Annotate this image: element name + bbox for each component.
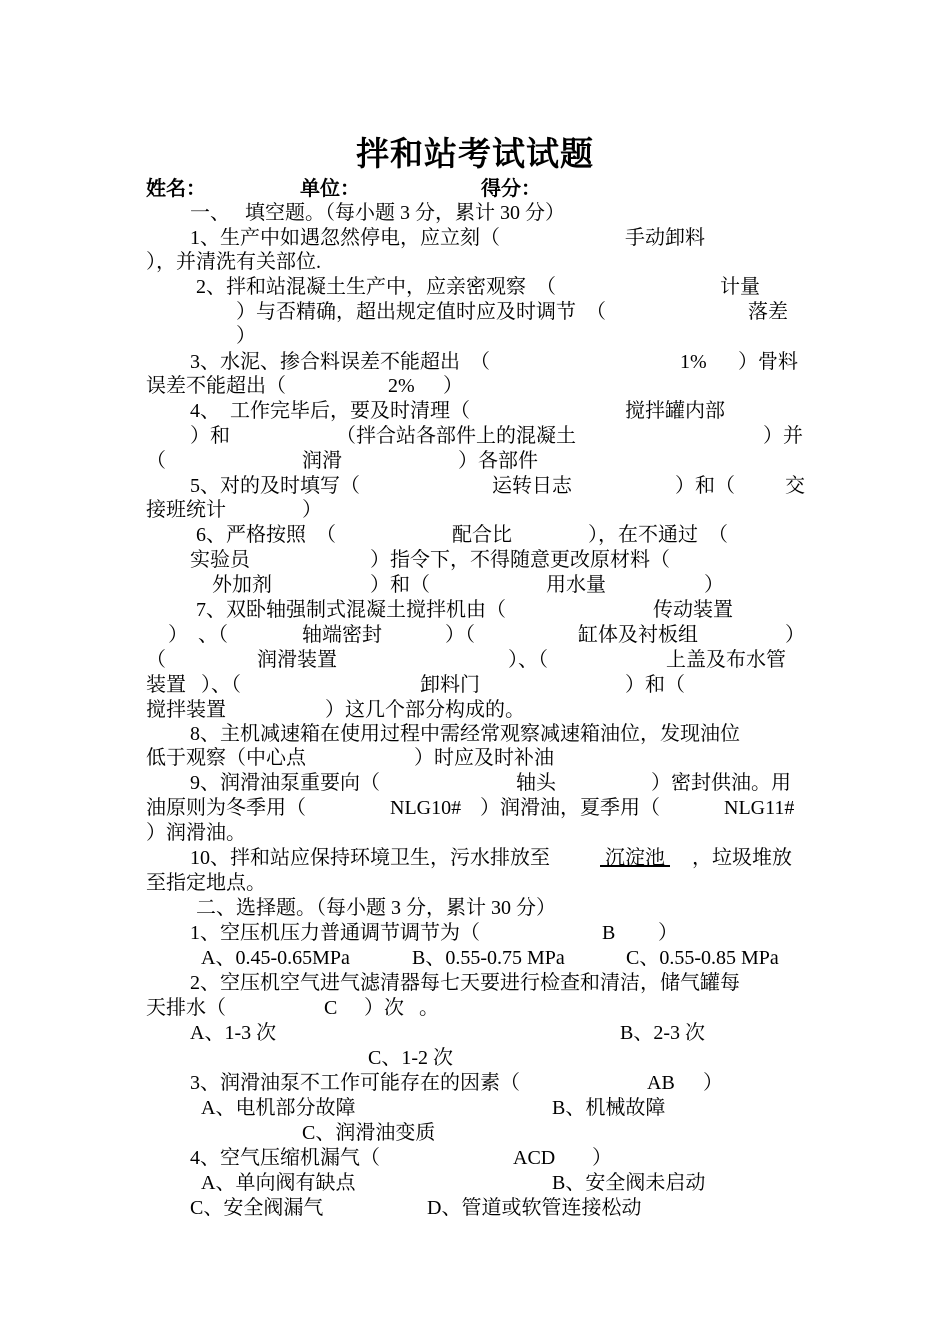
q5-text-c: ）	[302, 499, 322, 521]
q9-text-b: ）密封供油。用	[651, 772, 791, 794]
q4-text-f: ）各部件	[458, 450, 538, 472]
q6-text-e: ）	[704, 574, 724, 596]
s2-q1-answer: B	[602, 922, 616, 944]
q2-text: 2、拌和站混凝土生产中，应亲密观察 （	[196, 276, 556, 298]
q7-text: 7、双卧轴强制式混凝土搅拌机由（	[196, 599, 506, 621]
s2-q3-option-b: B、机械故障	[552, 1097, 666, 1119]
section2-heading: 二、选择题。（每小题 3 分，累计 30 分）	[196, 897, 556, 919]
q4-text: 4、 工作完毕后，要及时清理（	[190, 400, 470, 422]
q7-answer-7: 搅拌装置	[146, 699, 226, 721]
q7-text-i: ）这几个部分构成的。	[325, 699, 525, 721]
s2-q1-option-b: B、0.55-0.75 MPa	[412, 947, 565, 969]
s2-q4-option-a: A、单向阀有缺点	[201, 1172, 356, 1194]
q10-text: 10、拌和站应保持环境卫生，污水排放至	[190, 847, 550, 869]
s2-q4-end: ）	[592, 1147, 612, 1169]
s2-q1-end: ）	[658, 922, 678, 944]
unit-label: 单位：	[300, 178, 360, 200]
q4-text-d: ）并	[763, 425, 803, 447]
s2-q1-text: 1、空压机压力普通调节调节为（	[190, 922, 480, 944]
s2-q4-text: 4、空气压缩机漏气（	[190, 1147, 380, 1169]
q3-answer-2: 2%	[388, 375, 415, 397]
s2-q3-answer: AB	[647, 1072, 675, 1094]
q5-answer-2a: 交	[785, 475, 805, 497]
section1-heading: 一、 填空题。（每小题 3 分，累计 30 分）	[190, 202, 565, 224]
q4-text-e: （	[146, 450, 166, 472]
q7-answer-4: 润滑装置	[257, 649, 337, 671]
q7-text-b: ） 、（	[168, 624, 228, 646]
q5-text-b: ）和（	[675, 475, 735, 497]
q9-text-c: 油原则为冬季用（	[146, 797, 306, 819]
q2-text-end: ）	[236, 325, 256, 347]
q7-text-h: ）和（	[625, 674, 685, 696]
q6-answer-3: 外加剂	[212, 574, 272, 596]
q7-answer-6: 卸料门	[420, 674, 480, 696]
s2-q4-option-b: B、安全阀未启动	[552, 1172, 706, 1194]
q9-text: 9、润滑油泵重要向（	[190, 772, 380, 794]
q1-text-cont: ），并清洗有关部位.	[146, 251, 321, 273]
q7-answer-5b: 装置	[146, 674, 186, 696]
q4-answer-1: 搅拌罐内部	[625, 400, 725, 422]
s2-q2-text-c: ）次 。	[364, 997, 439, 1019]
q7-text-e: （	[146, 649, 166, 671]
q5-text: 5、对的及时填写（	[190, 475, 360, 497]
q4-text-c: （拌合站各部件上的混凝土	[336, 425, 576, 447]
q3-text-d: ）	[443, 375, 463, 397]
s2-q3-text: 3、润滑油泵不工作可能存在的因素（	[190, 1072, 520, 1094]
s2-q2-text: 2、空压机空气进气滤清器每七天要进行检查和清洁，储气罐每	[190, 972, 740, 994]
q10-text-c: 至指定地点。	[146, 872, 266, 894]
q7-text-d: ）	[785, 624, 805, 646]
s2-q2-option-b: B、2-3 次	[620, 1022, 705, 1044]
q4-text-b: ）和	[190, 425, 230, 447]
s2-q4-option-c: C、安全阀漏气	[190, 1197, 324, 1219]
q5-answer-2b: 接班统计	[146, 499, 226, 521]
q3-text-b: ）骨料	[738, 351, 798, 373]
q8-text: 8、主机减速箱在使用过程中需经常观察减速箱油位，发现油位	[190, 723, 740, 745]
page-title: 拌和站考试试题	[356, 137, 594, 173]
q6-text-b: ），在不通过 （	[588, 524, 728, 546]
q7-text-c: ）（	[445, 624, 475, 646]
q4-answer-2: 润滑	[302, 450, 342, 472]
q9-answer-2: NLG10#	[390, 797, 462, 819]
q10-text-b: ，垃圾堆放	[692, 847, 792, 869]
s2-q2-option-c: C、1-2 次	[368, 1047, 453, 1069]
s2-q2-answer: C	[324, 997, 338, 1019]
q6-text-d: ）和（	[370, 574, 430, 596]
q3-text: 3、水泥、掺合料误差不能超出 （	[190, 351, 490, 373]
q5-answer-1: 运转日志	[492, 475, 572, 497]
s2-q2-option-a: A、1-3 次	[190, 1022, 277, 1044]
q6-text: 6、严格按照 （	[196, 524, 336, 546]
q1-text: 1、生产中如遇忽然停电，应立刻（	[190, 227, 500, 249]
s2-q3-option-c: C、润滑油变质	[302, 1122, 436, 1144]
q7-text-g: ）、（	[201, 674, 241, 696]
q3-answer-1: 1%	[680, 351, 707, 373]
q9-answer-3: NLG11#	[724, 797, 795, 819]
q2-answer-1: 计量	[720, 276, 760, 298]
q7-text-f: ）、（	[508, 649, 548, 671]
q7-answer-1: 传动装置	[653, 599, 733, 621]
s2-q2-text-b: 天排水（	[146, 997, 226, 1019]
q8-text-c: ）时应及时补油	[414, 747, 554, 769]
q8-text-b: 低于观察（中心点	[146, 747, 306, 769]
q6-answer-1: 配合比	[452, 524, 512, 546]
s2-q1-option-a: A、0.45-0.65MPa	[201, 947, 350, 969]
q7-answer-2: 轴端密封	[302, 624, 382, 646]
q2-text-cont: ）与否精确，超出规定值时应及时调节 （	[236, 301, 606, 323]
q2-answer-2: 落差	[748, 301, 788, 323]
q10-answer: 沉淀池	[600, 847, 670, 869]
score-label: 得分：	[481, 178, 541, 200]
q1-answer: 手动卸料	[625, 227, 705, 249]
q6-text-c: ）指令下，不得随意更改原材料（	[370, 549, 670, 571]
q7-answer-5a: 上盖及布水管	[666, 649, 786, 671]
s2-q4-answer: ACD	[513, 1147, 556, 1169]
s2-q1-option-c: C、0.55-0.85 MPa	[626, 947, 779, 969]
s2-q3-option-a: A、电机部分故障	[201, 1097, 356, 1119]
q9-text-e: ）润滑油。	[146, 822, 246, 844]
q6-answer-2: 实验员	[190, 549, 250, 571]
q9-answer-1: 轴头	[516, 772, 556, 794]
name-label: 姓名：	[146, 178, 206, 200]
s2-q4-option-d: D、管道或软管连接松动	[427, 1197, 642, 1219]
s2-q3-end: ）	[703, 1072, 723, 1094]
q6-answer-4: 用水量	[546, 574, 606, 596]
q9-text-d: ）润滑油，夏季用（	[480, 797, 660, 819]
q3-text-c: 误差不能超出（	[146, 375, 286, 397]
q7-answer-3: 缸体及衬板组	[578, 624, 698, 646]
